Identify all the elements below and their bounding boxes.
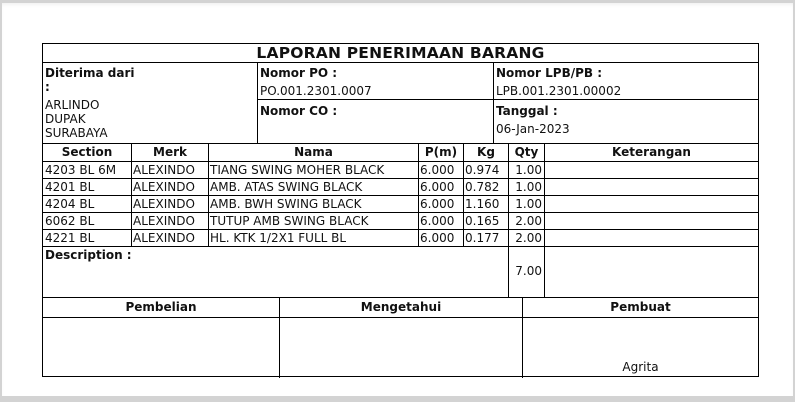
header-kg: Kg [477, 145, 495, 159]
cell-kg: 0.974 [465, 163, 500, 177]
cell-length: 6.000 [420, 197, 455, 211]
cell-nama: HL. KTK 1/2X1 FULL BL [210, 231, 347, 245]
document-title: LAPORAN PENERIMAAN BARANG [43, 44, 758, 63]
cell-qty: 1.00 [515, 180, 542, 194]
supplier-address: DUPAK [45, 112, 86, 126]
cell-qty: 2.00 [515, 231, 542, 245]
supplier-city: SURABAYA [45, 126, 108, 140]
description-label: Description : [45, 248, 132, 262]
date-value: 06-Jan-2023 [496, 122, 570, 136]
divider [257, 99, 758, 100]
signature-header-creator: Pembuat [610, 300, 671, 314]
divider [493, 63, 494, 143]
cell-nama: TIANG SWING MOHER BLACK [210, 163, 385, 177]
received-from-colon: : [45, 80, 50, 94]
cell-section: 4221 BL [45, 231, 95, 245]
signature-creator-name: Agrita [622, 360, 659, 374]
cell-kg: 0.165 [465, 214, 500, 228]
co-label: Nomor CO : [260, 104, 338, 118]
page [2, 3, 793, 396]
cell-kg: 1.160 [465, 197, 500, 211]
cell-merk: ALEXINDO [133, 197, 195, 211]
po-block [260, 66, 490, 98]
date-label: Tanggal : [496, 104, 558, 118]
goods-receipt-report [42, 43, 759, 377]
cell-length: 6.000 [420, 163, 455, 177]
header-merk: Merk [153, 145, 187, 159]
cell-length: 6.000 [420, 214, 455, 228]
cell-merk: ALEXINDO [133, 163, 195, 177]
header-section: Section [61, 145, 113, 159]
header-nama: Nama [294, 145, 333, 159]
col-divider [544, 143, 545, 297]
cell-section: 6062 BL [45, 214, 95, 228]
po-number: PO.001.2301.0007 [260, 84, 372, 98]
cell-nama: AMB. ATAS SWING BLACK [210, 180, 363, 194]
cell-section: 4204 BL [45, 197, 95, 211]
cell-qty: 2.00 [515, 214, 542, 228]
cell-qty: 1.00 [515, 197, 542, 211]
header-qty: Qty [514, 145, 539, 159]
divider [43, 297, 758, 298]
supplier-name: ARLINDO [45, 98, 100, 112]
cell-merk: ALEXINDO [133, 180, 195, 194]
co-block [260, 104, 490, 122]
cell-nama: TUTUP AMB SWING BLACK [210, 214, 369, 228]
cell-length: 6.000 [420, 231, 455, 245]
received-from-label: Diterima dari [45, 66, 135, 80]
cell-qty: 1.00 [515, 163, 542, 177]
po-label: Nomor PO : [260, 66, 338, 80]
lpb-block [496, 66, 756, 98]
cell-merk: ALEXINDO [133, 214, 195, 228]
lpb-number: LPB.001.2301.00002 [496, 84, 622, 98]
cell-kg: 0.782 [465, 180, 500, 194]
cell-section: 4201 BL [45, 180, 95, 194]
divider [43, 317, 758, 318]
cell-kg: 0.177 [465, 231, 500, 245]
received-from-block [45, 66, 255, 140]
header-length: P(m) [424, 145, 458, 159]
divider [257, 63, 258, 143]
lpb-label: Nomor LPB/PB : [496, 66, 603, 80]
cell-section: 4203 BL 6M [45, 163, 117, 177]
date-block [496, 104, 756, 136]
header-keterangan: Keterangan [612, 145, 691, 159]
cell-nama: AMB. BWH SWING BLACK [210, 197, 362, 211]
cell-length: 6.000 [420, 180, 455, 194]
total-qty: 7.00 [515, 264, 542, 278]
cell-merk: ALEXINDO [133, 231, 195, 245]
signature-header-acknowledged: Mengetahui [360, 300, 442, 314]
signature-header-purchasing: Pembelian [125, 300, 197, 314]
